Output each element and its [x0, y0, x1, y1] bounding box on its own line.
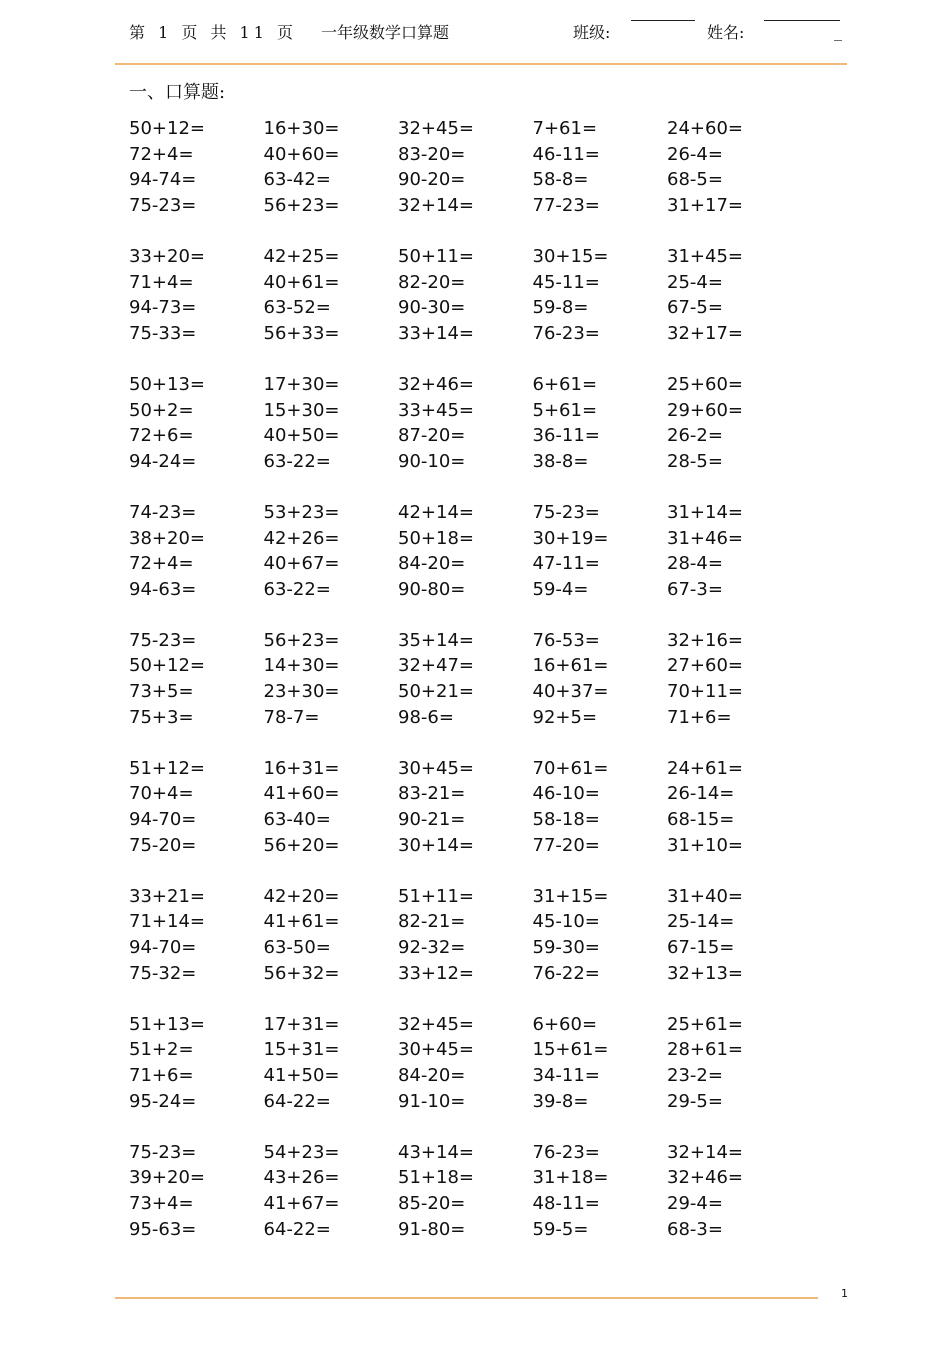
problem-item: 75-23= [129, 629, 197, 651]
problem-item: 31+45= [667, 245, 743, 267]
problem-item: 32+46= [667, 1167, 743, 1189]
problem-item: 68-3= [667, 1218, 723, 1240]
problem-item: 75-23= [129, 1141, 197, 1163]
problem-item: 72+4= [129, 143, 194, 165]
problem-item: 75-32= [129, 962, 197, 984]
problem-item: 32+14= [667, 1141, 743, 1163]
problem-item: 56+33= [263, 322, 340, 344]
problem-item: 59-8= [532, 297, 589, 319]
problem-item: 40+61= [263, 271, 340, 293]
problem-item: 32+14= [398, 194, 474, 216]
page-number: 1 [841, 1287, 848, 1300]
problem-item: 56+23= [263, 629, 340, 651]
problem-item: 92-32= [398, 937, 466, 958]
problem-item: 67-3= [667, 578, 723, 600]
problem-item: 6+61= [532, 373, 598, 395]
problem-item: 46-11= [532, 143, 600, 165]
problem-item: 70+61= [532, 757, 609, 779]
problem-item: 87-20= [398, 425, 466, 447]
problem-item: 76-22= [532, 962, 600, 984]
problem-item: 63-22= [263, 578, 331, 600]
problem-item: 30+45= [398, 757, 474, 779]
problem-item: 76-23= [532, 1141, 600, 1163]
problem-item: 26-2= [667, 425, 723, 447]
worksheet-title: 一年级数学口算题 [321, 23, 450, 42]
problem-item: 70+11= [667, 681, 743, 703]
problem-item: 56+23= [263, 194, 340, 216]
problem-item: 82-21= [398, 911, 466, 933]
problem-item: 14+30= [263, 655, 340, 677]
problem-item: 95-63= [129, 1218, 197, 1240]
problem-item: 40+50= [263, 425, 340, 447]
name-blank-line [764, 20, 840, 21]
problem-item: 85-20= [398, 1192, 466, 1214]
problem-item: 26-4= [667, 143, 723, 165]
problem-item: 24+61= [667, 757, 743, 779]
name-blank-suffix: _ [834, 22, 842, 41]
problem-item: 75-20= [129, 834, 197, 856]
footer-divider [115, 1297, 818, 1299]
problem-item: 31+14= [667, 501, 743, 523]
problem-item: 67-15= [667, 937, 735, 958]
problem-item: 32+13= [667, 962, 743, 984]
problem-item: 32+16= [667, 629, 743, 651]
problem-item: 50+18= [398, 527, 474, 549]
problem-item: 38+20= [129, 527, 205, 549]
problem-item: 71+6= [129, 1064, 194, 1086]
problem-item: 90-21= [398, 809, 466, 831]
problem-item: 90-80= [398, 578, 466, 600]
problem-item: 47-11= [532, 553, 600, 575]
problem-item: 76-53= [532, 629, 600, 651]
problem-item: 50+13= [129, 373, 205, 395]
problem-item: 16+30= [263, 118, 340, 139]
problem-item: 75-23= [129, 194, 197, 216]
problem-item: 17+31= [263, 1013, 340, 1035]
page-info: 第 1 页 共 11 页 [129, 23, 297, 42]
problem-item: 50+12= [129, 118, 205, 139]
problem-item: 50+21= [398, 681, 474, 703]
problem-grid [129, 116, 809, 1268]
problem-item: 45-10= [532, 911, 600, 933]
problem-item: 41+67= [263, 1192, 340, 1214]
problem-block [129, 500, 809, 602]
problem-item: 5+61= [532, 399, 598, 421]
problem-item: 94-70= [129, 809, 197, 831]
problem-item: 94-73= [129, 297, 197, 319]
problem-item: 51+12= [129, 757, 205, 779]
problem-item: 48-11= [532, 1192, 600, 1214]
problem-item: 75-23= [532, 501, 600, 523]
name-label: 姓名: [707, 23, 745, 42]
problem-item: 24+60= [667, 118, 743, 139]
problem-item: 90-20= [398, 169, 466, 191]
problem-item: 75-33= [129, 322, 197, 344]
section-title: 一、口算题: [129, 82, 226, 103]
problem-item: 94-63= [129, 578, 197, 600]
problem-item: 45-11= [532, 271, 600, 293]
problem-item: 31+46= [667, 527, 743, 549]
problem-item: 90-10= [398, 450, 466, 472]
problem-item: 33+21= [129, 885, 205, 907]
problem-item: 32+47= [398, 655, 474, 677]
problem-item: 39-8= [532, 1090, 589, 1112]
problem-item: 76-23= [532, 322, 600, 344]
problem-item: 38-8= [532, 450, 589, 472]
problem-item: 94-74= [129, 169, 197, 191]
problem-item: 32+17= [667, 322, 743, 344]
problem-item: 90-30= [398, 297, 466, 319]
problem-item: 27+60= [667, 655, 743, 677]
problem-item: 72+6= [129, 425, 194, 447]
problem-item: 33+45= [398, 399, 474, 421]
problem-item: 29+60= [667, 399, 743, 421]
problem-item: 23+30= [263, 681, 340, 703]
problem-item: 6+60= [532, 1013, 598, 1035]
problem-item: 63-42= [263, 169, 331, 191]
problem-item: 95-24= [129, 1090, 197, 1112]
problem-item: 31+40= [667, 885, 743, 907]
problem-item: 29-4= [667, 1192, 723, 1214]
problem-item: 36-11= [532, 425, 600, 447]
problem-item: 50+11= [398, 245, 474, 267]
problem-item: 77-23= [532, 194, 600, 216]
problem-item: 71+6= [667, 706, 732, 728]
problem-item: 33+14= [398, 322, 474, 344]
problem-item: 82-20= [398, 271, 466, 293]
problem-item: 59-30= [532, 937, 600, 958]
problem-block [129, 372, 809, 474]
problem-item: 31+18= [532, 1167, 609, 1189]
problem-item: 59-4= [532, 578, 589, 600]
page-header [129, 20, 846, 44]
problem-item: 43+26= [263, 1167, 340, 1189]
problem-item: 54+23= [263, 1141, 340, 1163]
problem-item: 28-5= [667, 450, 723, 472]
problem-item: 41+61= [263, 911, 340, 933]
problem-item: 50+12= [129, 655, 205, 677]
problem-item: 42+26= [263, 527, 340, 549]
problem-item: 39+20= [129, 1167, 205, 1189]
problem-item: 77-20= [532, 834, 600, 856]
problem-item: 30+19= [532, 527, 609, 549]
problem-item: 28-4= [667, 553, 723, 575]
problem-item: 73+5= [129, 681, 194, 703]
problem-item: 25+60= [667, 373, 743, 395]
problem-item: 51+13= [129, 1013, 205, 1035]
problem-item: 83-21= [398, 783, 466, 805]
problem-item: 58-18= [532, 809, 600, 831]
problem-item: 31+15= [532, 885, 609, 907]
problem-item: 17+30= [263, 373, 340, 395]
problem-block [129, 884, 809, 986]
problem-item: 40+60= [263, 143, 340, 165]
problem-item: 84-20= [398, 1064, 466, 1086]
problem-block [129, 116, 809, 218]
problem-item: 30+15= [532, 245, 609, 267]
problem-item: 28+61= [667, 1039, 743, 1061]
problem-item: 71+14= [129, 911, 205, 933]
problem-item: 16+61= [532, 655, 609, 677]
problem-item: 26-14= [667, 783, 735, 805]
problem-item: 23-2= [667, 1064, 723, 1086]
problem-item: 63-22= [263, 450, 331, 472]
problem-item: 46-10= [532, 783, 600, 805]
problem-item: 56+20= [263, 834, 340, 856]
problem-item: 64-22= [263, 1090, 331, 1112]
problem-item: 40+37= [532, 681, 609, 703]
problem-item: 73+4= [129, 1192, 194, 1214]
problem-item: 70+4= [129, 783, 194, 805]
problem-item: 25-4= [667, 271, 723, 293]
problem-item: 68-5= [667, 169, 723, 191]
problem-item: 98-6= [398, 706, 454, 728]
problem-item: 30+14= [398, 834, 474, 856]
problem-item: 29-5= [667, 1090, 723, 1112]
problem-item: 40+67= [263, 553, 340, 575]
problem-item: 32+45= [398, 118, 474, 139]
problem-item: 33+20= [129, 245, 205, 267]
problem-item: 42+20= [263, 885, 340, 907]
problem-item: 84-20= [398, 553, 466, 575]
problem-item: 94-24= [129, 450, 197, 472]
problem-item: 63-52= [263, 297, 331, 319]
problem-item: 25+61= [667, 1013, 743, 1035]
problem-block [129, 628, 809, 730]
problem-item: 94-70= [129, 937, 197, 958]
problem-item: 71+4= [129, 271, 194, 293]
problem-item: 7+61= [532, 118, 598, 139]
class-blank-line [631, 20, 695, 21]
problem-item: 58-8= [532, 169, 589, 191]
problem-item: 56+32= [263, 962, 340, 984]
problem-item: 34-11= [532, 1064, 600, 1086]
problem-item: 53+23= [263, 501, 340, 523]
problem-item: 42+25= [263, 245, 340, 267]
problem-item: 35+14= [398, 629, 474, 651]
problem-item: 41+50= [263, 1064, 340, 1086]
problem-block [129, 1012, 809, 1114]
problem-item: 51+11= [398, 885, 474, 907]
problem-item: 68-15= [667, 809, 735, 831]
problem-item: 75+3= [129, 706, 194, 728]
problem-item: 41+60= [263, 783, 340, 805]
problem-item: 33+12= [398, 962, 474, 984]
problem-item: 83-20= [398, 143, 466, 165]
problem-item: 15+30= [263, 399, 340, 421]
problem-item: 64-22= [263, 1218, 331, 1240]
problem-block [129, 1140, 809, 1242]
problem-item: 50+2= [129, 399, 194, 421]
problem-item: 72+4= [129, 553, 194, 575]
problem-block [129, 756, 809, 858]
problem-item: 32+46= [398, 373, 474, 395]
problem-item: 25-14= [667, 911, 735, 933]
problem-item: 30+45= [398, 1039, 474, 1061]
problem-item: 31+10= [667, 834, 743, 856]
problem-item: 31+17= [667, 194, 743, 216]
problem-item: 74-23= [129, 501, 197, 523]
problem-item: 15+61= [532, 1039, 609, 1061]
problem-item: 42+14= [398, 501, 474, 523]
class-label: 班级: [573, 23, 611, 42]
problem-item: 15+31= [263, 1039, 340, 1061]
problem-item: 63-50= [263, 937, 331, 958]
problem-item: 59-5= [532, 1218, 589, 1240]
problem-item: 91-10= [398, 1090, 466, 1112]
problem-item: 16+31= [263, 757, 340, 779]
problem-item: 67-5= [667, 297, 723, 319]
problem-item: 91-80= [398, 1218, 466, 1240]
problem-item: 78-7= [263, 706, 320, 728]
header-divider [115, 63, 847, 65]
problem-item: 51+18= [398, 1167, 474, 1189]
problem-item: 32+45= [398, 1013, 474, 1035]
problem-item: 51+2= [129, 1039, 194, 1061]
problem-item: 92+5= [532, 706, 598, 728]
problem-block [129, 244, 809, 346]
problem-item: 63-40= [263, 809, 331, 831]
problem-item: 43+14= [398, 1141, 474, 1163]
